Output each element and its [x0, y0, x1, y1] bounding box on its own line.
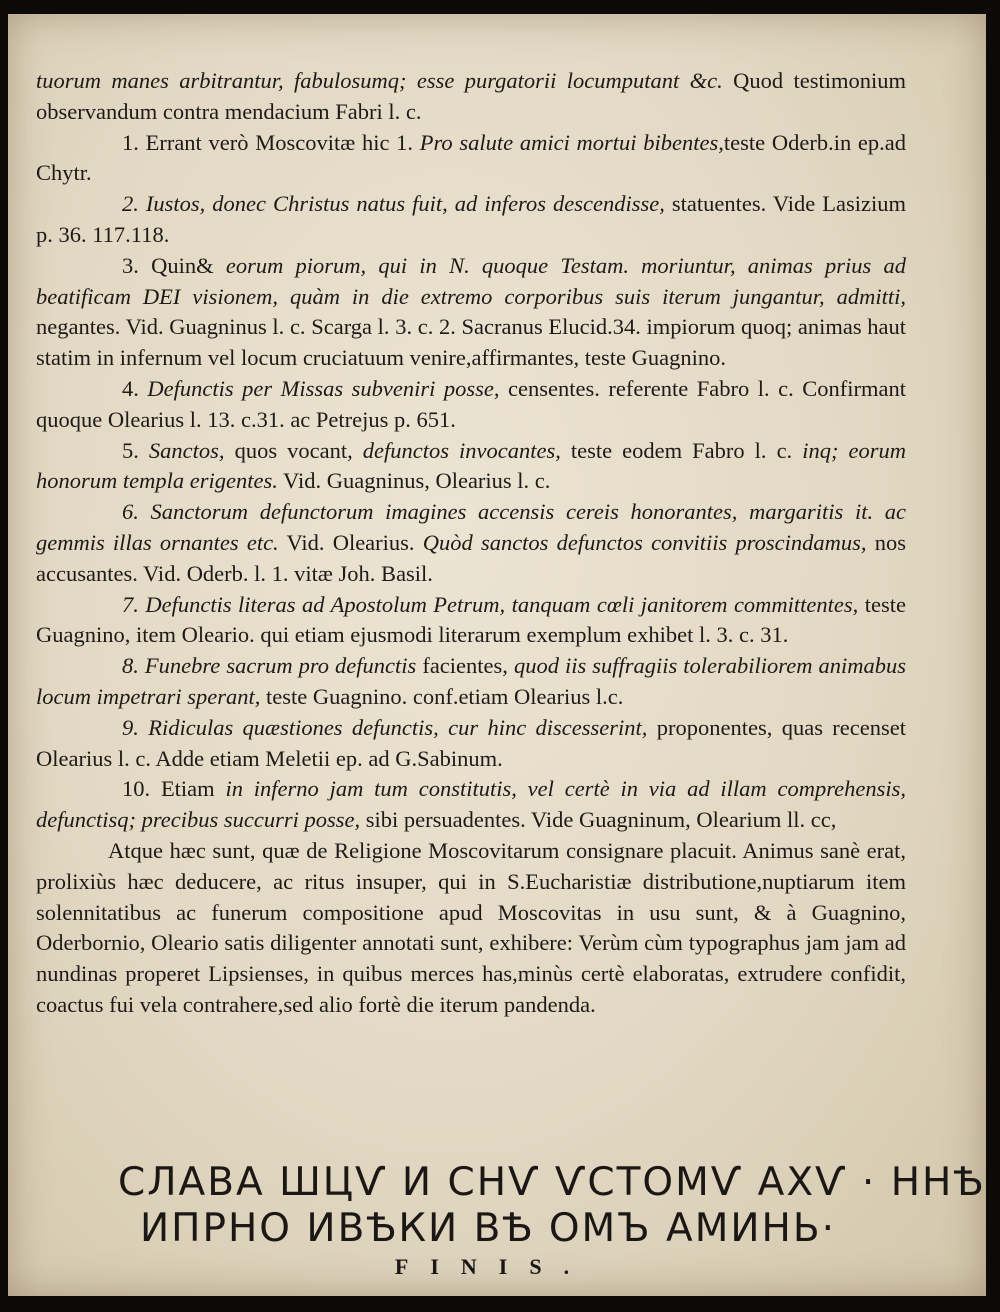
italic-text-segment: Quòd sanctos defunctos convitiis proscindamus, — [422, 529, 867, 555]
text-segment: nos accusantes. Vid. Oderb. l. 1. vitæ Joh. Basil. — [36, 529, 906, 586]
cyrillic-doxology-line-1: СЛАВА ШЦѴ И СНѴ ѴСТОМѴ АХѴ · ННѢ — [118, 1160, 986, 1205]
text-segment: 4. — [122, 375, 148, 401]
list-item-10 — [36, 774, 906, 836]
text-segment: sibi persuadentes. Vide Guagninum, Olearium ll. cc, — [360, 807, 837, 833]
list-item-6 — [36, 497, 906, 589]
text-segment: Quod testimonium observandum contra mendacium Fabri l. c. — [36, 68, 907, 124]
book-page — [8, 14, 986, 1296]
text-segment: teste Guagnino. conf.etiam Olearius l.c. — [260, 683, 624, 709]
body-text — [36, 66, 906, 1021]
list-item-2 — [36, 189, 906, 251]
text-segment: 1. Errant verò Moscovitæ hic 1. — [122, 129, 420, 155]
text-segment: 3. Quin& — [122, 252, 226, 278]
text-segment: negantes. Vid. Guagninus l. c. Scarga l. 3. c. 2. Sacranus Elucid.34. impiorum quoq; animas haut statim in infernum vel locum cruciatuum venire,affirmantes, teste Guagnino. — [36, 314, 906, 371]
text-segment: 5. — [122, 437, 149, 463]
finis-label: FINIS. — [394, 1254, 592, 1279]
list-item-9 — [36, 713, 906, 775]
text-segment: statuentes. Vide Lasizium p. 36. 117.118. — [36, 191, 906, 247]
list-item-1 — [36, 128, 906, 190]
text-segment: Vid. Olearius. — [278, 529, 423, 555]
paragraph-continuation — [36, 66, 906, 128]
italic-text-segment: inq; eorum honorum templa erigentes. — [36, 437, 906, 494]
italic-text-segment: tuorum manes arbitrantur, fabulosumq; esse purgatorii locumputant &c. — [36, 68, 723, 93]
italic-text-segment: Pro salute amici mortui bibentes, — [419, 129, 724, 155]
italic-text-segment: 9. Ridiculas quæstiones defunctis, cur hinc discesserint, — [122, 714, 648, 740]
closing-paragraph — [36, 836, 906, 1021]
italic-text-segment: Defunctis per Missas subveniri posse, — [147, 375, 500, 401]
italic-text-segment: 2. Iustos, donec Christus natus fuit, ad inferos descendisse, — [122, 191, 665, 217]
text-segment: teste Guagnino, item Oleario. qui etiam ejusmodi literarum exemplum exhibet l. 3. c. 31. — [36, 591, 906, 648]
text-segment: quos vocant, — [224, 437, 363, 463]
text-segment: teste eodem Fabro l. c. — [560, 437, 803, 463]
list-item-7 — [36, 590, 906, 652]
italic-text-segment: Sanctos, — [148, 437, 225, 463]
italic-text-segment: quod iis suffragiis tolerabiliorem animabus locum impetrari sperant, — [36, 653, 906, 709]
text-segment: teste Oderb.in ep.ad Chytr. — [36, 129, 907, 186]
text-segment: Atque hæc sunt, quæ de Religione Moscovitarum consignare placuit. Animus sanè erat, prolixiùs hæc deducere, ac ritus insuper, qui in S.Eucharistiæ distributione,nuptiarum item solennitatibus ac funerum compositione apud Moscovitas in usu sunt, & à Guagnino, Oderbornio, Oleario satis diligenter annotati sunt, exhibere: Verùm cùm typographus jam jam ad nundinas properet Lipsienses, in quibus merces has,minùs certè elaboratas, extrudere confidit, coactus fui vela contrahere,sed alio fortè die iterum pandenda. — [36, 837, 906, 1017]
text-segment: proponentes, quas recenset Olearius l. c. Adde etiam Meletii ep. ad G.Sabinum. — [36, 714, 907, 771]
italic-text-segment: 7. Defunctis literas ad Apostolum Petrum, tanquam cœli janitorem committentes, — [122, 591, 859, 617]
text-segment: 10. Etiam — [122, 776, 226, 802]
italic-text-segment: eorum piorum, qui in N. quoque Testam. moriuntur, animas prius ad beatificam DEI visionem, quàm in die extremo corporibus suis iterum jungantur, admitti, — [36, 252, 906, 309]
list-item-4 — [36, 374, 906, 436]
list-item-5 — [36, 436, 906, 498]
italic-text-segment: 8. Funebre sacrum pro defunctis — [122, 653, 417, 679]
cyrillic-doxology-line-2: ИПРНО ИВѢКИ ВѢ ОМЪ АМИНЬ· — [139, 1206, 837, 1251]
text-segment: facientes, — [416, 653, 514, 679]
italic-text-segment: 6. Sanctorum defunctorum imagines accensis cereis honorantes, margaritis it. ac gemmis illas ornantes etc. — [36, 499, 906, 555]
list-item-8 — [36, 651, 906, 713]
text-segment: censentes. referente Fabro l. c. Confirmant quoque Olearius l. 13. c.31. ac Petrejus p. 651. — [36, 375, 907, 432]
list-item-3 — [36, 251, 906, 374]
text-segment: Vid. Guagninus, Olearius l. c. — [277, 468, 551, 494]
italic-text-segment: defunctos invocantes, — [362, 437, 561, 463]
italic-text-segment: in inferno jam tum constitutis, vel certè in via ad illam comprehensis, defunctisq; precibus succurri posse, — [36, 776, 906, 833]
